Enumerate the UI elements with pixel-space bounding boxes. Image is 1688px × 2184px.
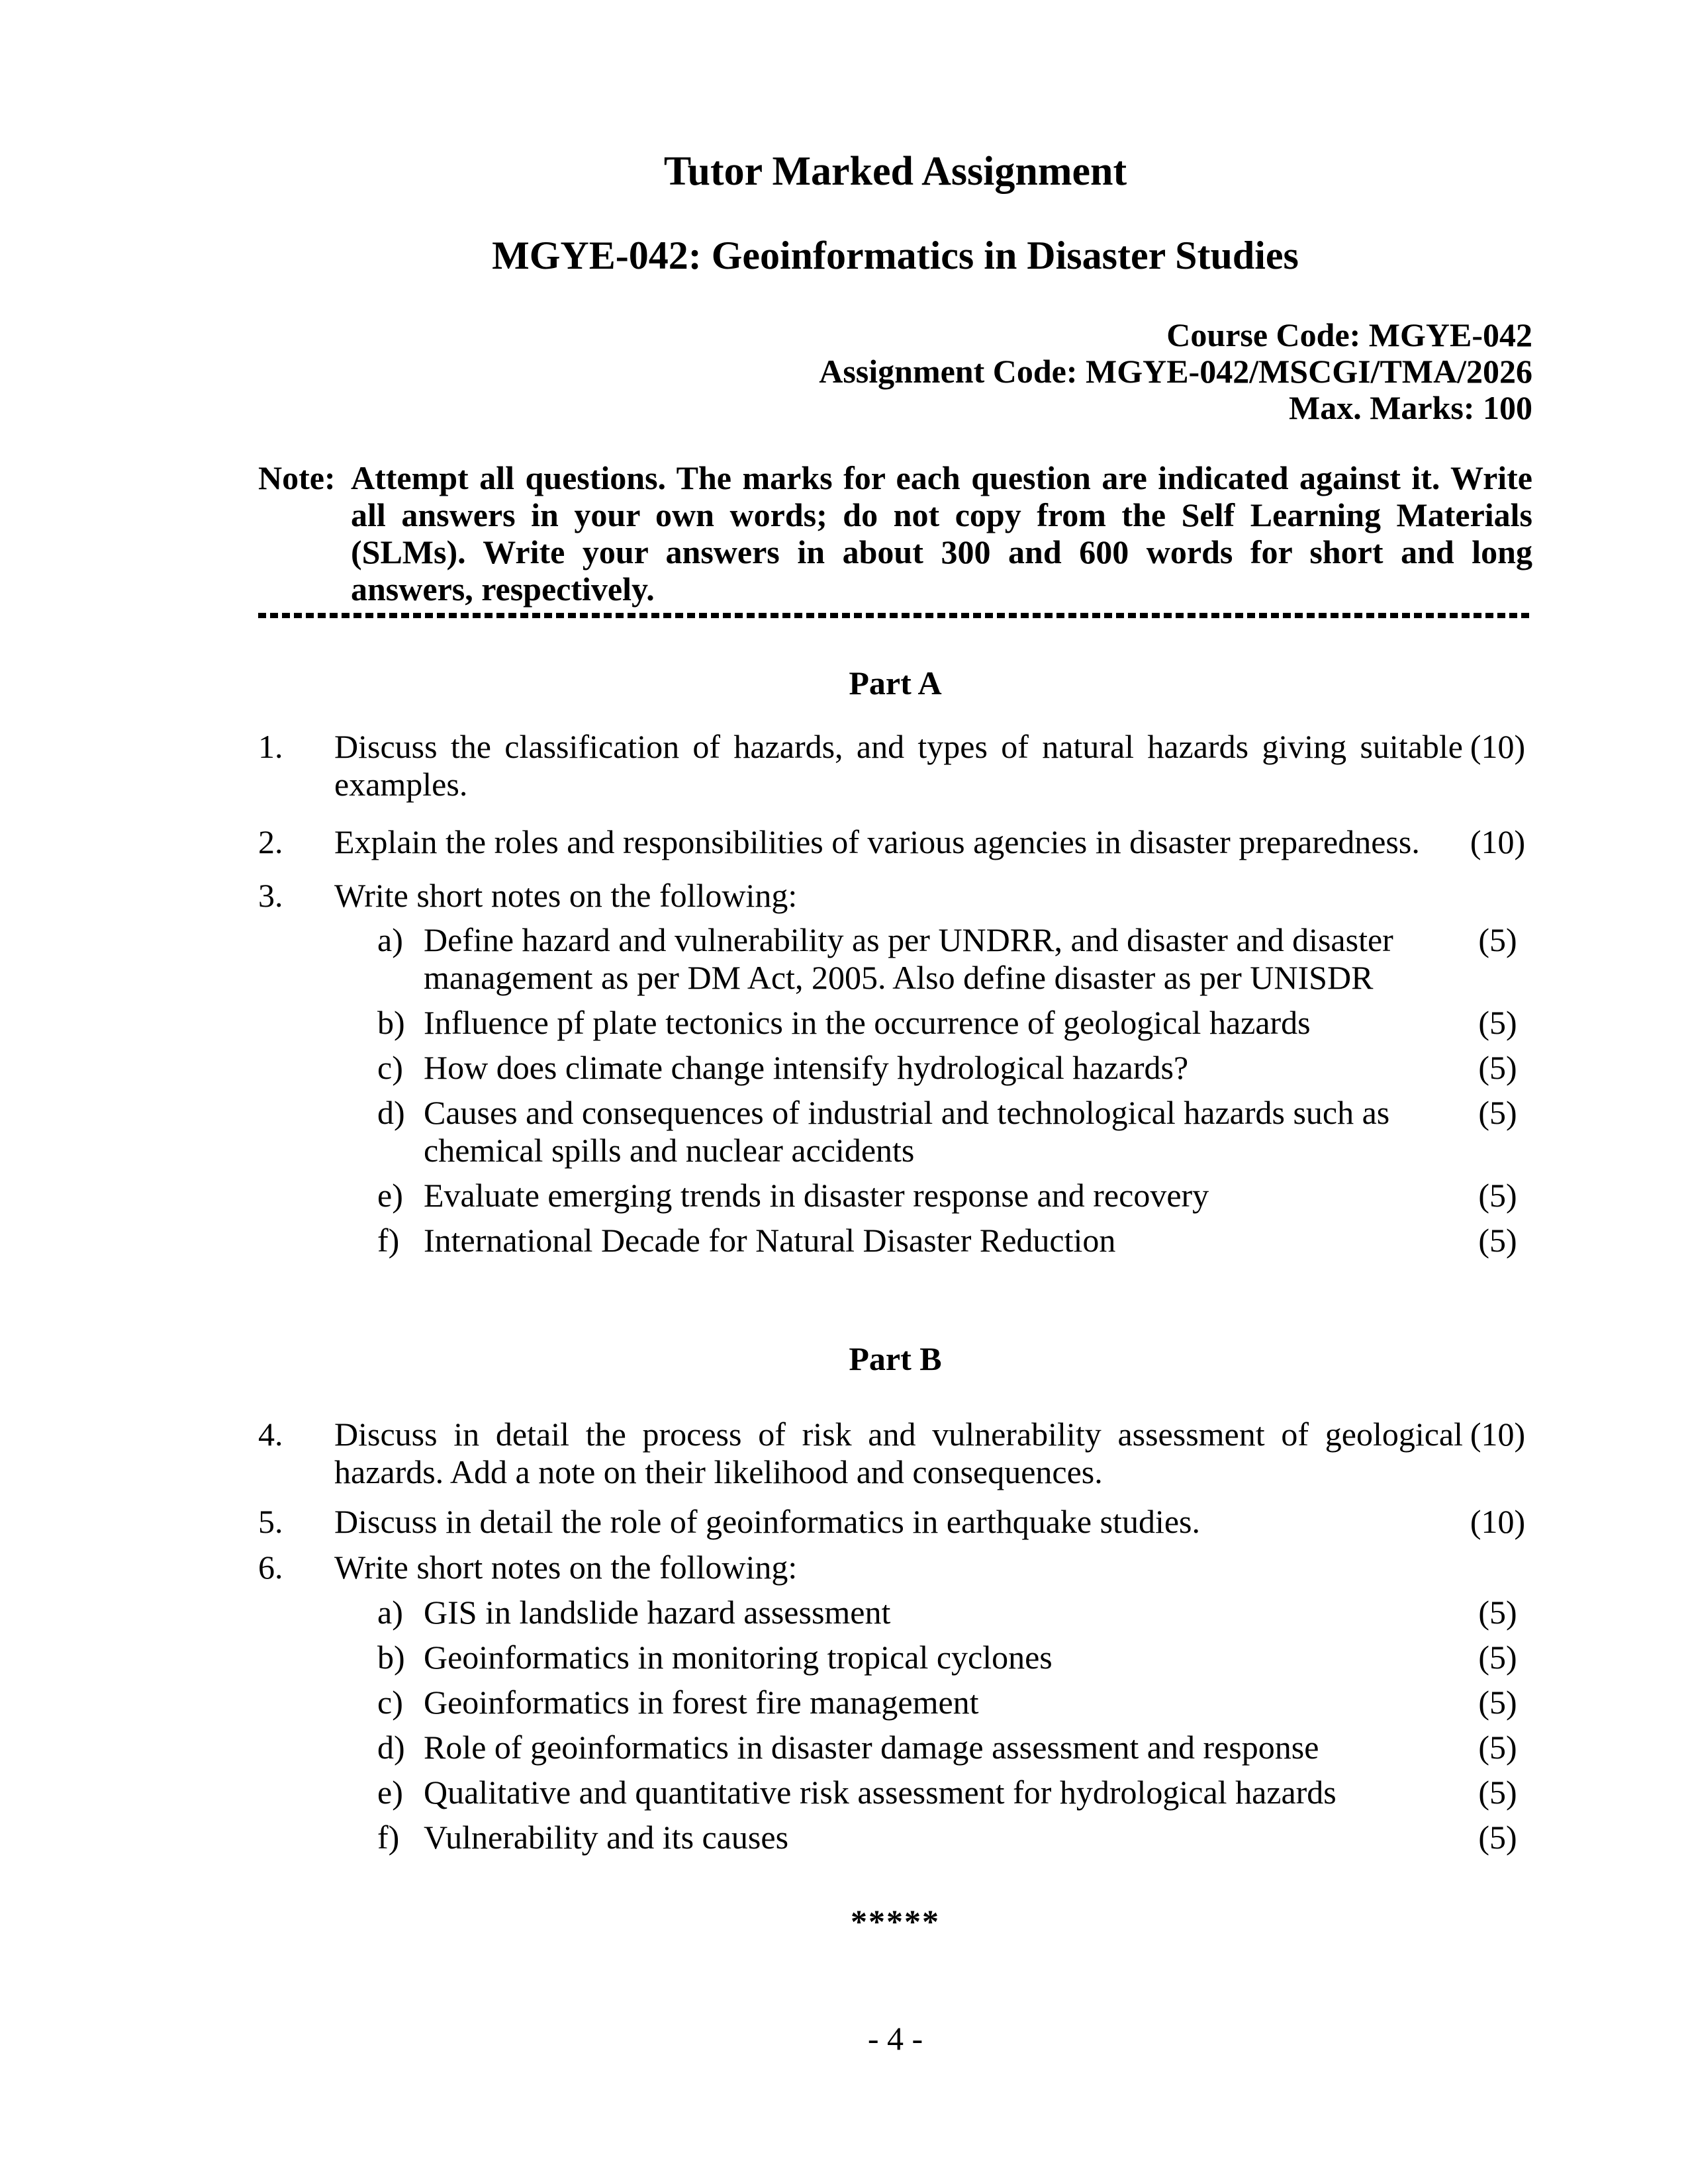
sub-question-row-3f <box>377 1222 1532 1259</box>
sub-question-marks: (5) <box>1478 1639 1517 1676</box>
sub-question-row-3b <box>377 1004 1532 1042</box>
sub-question-text: Geoinformatics in monitoring tropical cyclones <box>424 1639 1053 1676</box>
sub-question-row-3a <box>377 921 1532 997</box>
part-a-questions <box>258 728 1532 1259</box>
sub-question-marks: (5) <box>1478 1222 1517 1259</box>
sub-question-row-6c <box>377 1684 1532 1721</box>
sub-question-letter: d) <box>377 1729 405 1766</box>
question-text: Discuss in detail the role of geoinformatics in earthquake studies. <box>334 1503 1200 1540</box>
sub-question-marks: (5) <box>1478 1094 1517 1131</box>
assignment-code-line: Assignment Code: MGYE-042/MSCGI/TMA/2026 <box>819 353 1532 390</box>
question-row-2 <box>258 823 1532 861</box>
sub-question-marks: (5) <box>1478 1177 1517 1214</box>
sub-question-marks: (5) <box>1478 921 1517 958</box>
sub-question-letter: c) <box>377 1049 403 1086</box>
part-b-heading: Part B <box>849 1340 942 1377</box>
note-label: Note: <box>258 459 336 496</box>
header-code-block <box>258 317 1532 426</box>
question-marks: (10) <box>1470 1503 1526 1540</box>
question-marks: (10) <box>1470 823 1526 860</box>
question-row-5 <box>258 1503 1532 1541</box>
sub-question-text: International Decade for Natural Disaster Reduction <box>424 1222 1116 1259</box>
sub-question-letter: b) <box>377 1004 405 1041</box>
sub-question-marks: (5) <box>1478 1684 1517 1721</box>
sub-question-row-6e <box>377 1774 1532 1811</box>
page-subtitle: MGYE-042: Geoinformatics in Disaster Studies <box>492 234 1299 277</box>
sub-question-marks: (5) <box>1478 1004 1517 1041</box>
sub-question-row-3e <box>377 1177 1532 1214</box>
question-marks: (10) <box>1470 728 1526 765</box>
question-text: Discuss the classification of hazards, and types of natural hazards giving suitable examples. <box>334 728 1463 803</box>
sub-question-row-6f <box>377 1819 1532 1856</box>
sub-question-text: Role of geoinformatics in disaster damage assessment and response <box>424 1729 1319 1766</box>
sub-question-text: Vulnerability and its causes <box>424 1819 789 1856</box>
question-number: 5. <box>258 1503 283 1540</box>
question-row-1 <box>258 728 1532 803</box>
sub-question-letter: f) <box>377 1819 400 1856</box>
max-marks-line: Max. Marks: 100 <box>1289 389 1532 426</box>
sub-question-text: How does climate change intensify hydrological hazards? <box>424 1049 1189 1086</box>
sub-question-text: Define hazard and vulnerability as per UNDRR, and disaster and disaster management as per DM Act, 2005. Also define disaster as per UNISDR <box>424 921 1393 996</box>
sub-question-marks: (5) <box>1478 1819 1517 1856</box>
sub-question-row-6d <box>377 1729 1532 1766</box>
sub-question-letter: b) <box>377 1639 405 1676</box>
question-number: 3. <box>258 877 283 914</box>
question-number: 2. <box>258 823 283 860</box>
sub-question-letter: a) <box>377 1594 403 1631</box>
sub-question-marks: (5) <box>1478 1774 1517 1811</box>
sub-question-text: Geoinformatics in forest fire management <box>424 1684 979 1721</box>
sub-question-text: Causes and consequences of industrial and technological hazards such as chemical spills and nuclear accidents <box>424 1094 1390 1169</box>
page-number: - 4 - <box>867 2020 923 2057</box>
sub-question-row-6a <box>377 1594 1532 1631</box>
sub-question-text: Influence pf plate tectonics in the occurrence of geological hazards <box>424 1004 1311 1041</box>
end-marker: ***** <box>851 1903 940 1940</box>
sub-question-letter: a) <box>377 921 403 958</box>
course-code-line: Course Code: MGYE-042 <box>1166 316 1532 353</box>
document-content <box>258 0 1532 1940</box>
sub-question-letter: f) <box>377 1222 400 1259</box>
question-number: 4. <box>258 1416 283 1453</box>
question-row-4 <box>258 1416 1532 1491</box>
question-text: Explain the roles and responsibilities of various agencies in disaster preparedness. <box>334 823 1420 860</box>
dashed-separator <box>258 613 1532 618</box>
sub-question-row-6b <box>377 1639 1532 1676</box>
question-row-3 <box>258 877 1532 915</box>
sub-question-text: Qualitative and quantitative risk assessment for hydrological hazards <box>424 1774 1336 1811</box>
sub-question-letter: d) <box>377 1094 405 1131</box>
page-title: Tutor Marked Assignment <box>663 149 1127 194</box>
question-text: Discuss in detail the process of risk and vulnerability assessment of geological hazards. Add a note on their likelihood and consequences. <box>334 1416 1463 1490</box>
question-row-6 <box>258 1549 1532 1586</box>
question-marks <box>1463 877 1532 915</box>
sub-question-letter: e) <box>377 1177 403 1214</box>
sub-question-text: Evaluate emerging trends in disaster response and recovery <box>424 1177 1209 1214</box>
question-text: Write short notes on the following: <box>334 1549 798 1586</box>
sub-question-row-3c <box>377 1049 1532 1087</box>
sub-question-row-3d <box>377 1094 1532 1169</box>
question-marks <box>1463 1549 1532 1586</box>
question-number: 6. <box>258 1549 283 1586</box>
sub-question-text: GIS in landslide hazard assessment <box>424 1594 891 1631</box>
question-marks: (10) <box>1470 1416 1526 1453</box>
sub-question-marks: (5) <box>1478 1594 1517 1631</box>
sub-question-letter: e) <box>377 1774 403 1811</box>
question-number: 1. <box>258 728 283 765</box>
sub-question-marks: (5) <box>1478 1729 1517 1766</box>
sub-question-marks: (5) <box>1478 1049 1517 1086</box>
note-block <box>258 459 1532 608</box>
note-text: Attempt all questions. The marks for each question are indicated against it. Write all answers in your own words; do not copy from the Self Learning Materials (SLMs). Write your answers in about 300 and 600 words for short and long answers, respectively. <box>351 459 1532 608</box>
part-a-heading: Part A <box>849 664 942 702</box>
sub-question-letter: c) <box>377 1684 403 1721</box>
question-text: Write short notes on the following: <box>334 877 798 914</box>
part-b-questions <box>258 1416 1532 1856</box>
